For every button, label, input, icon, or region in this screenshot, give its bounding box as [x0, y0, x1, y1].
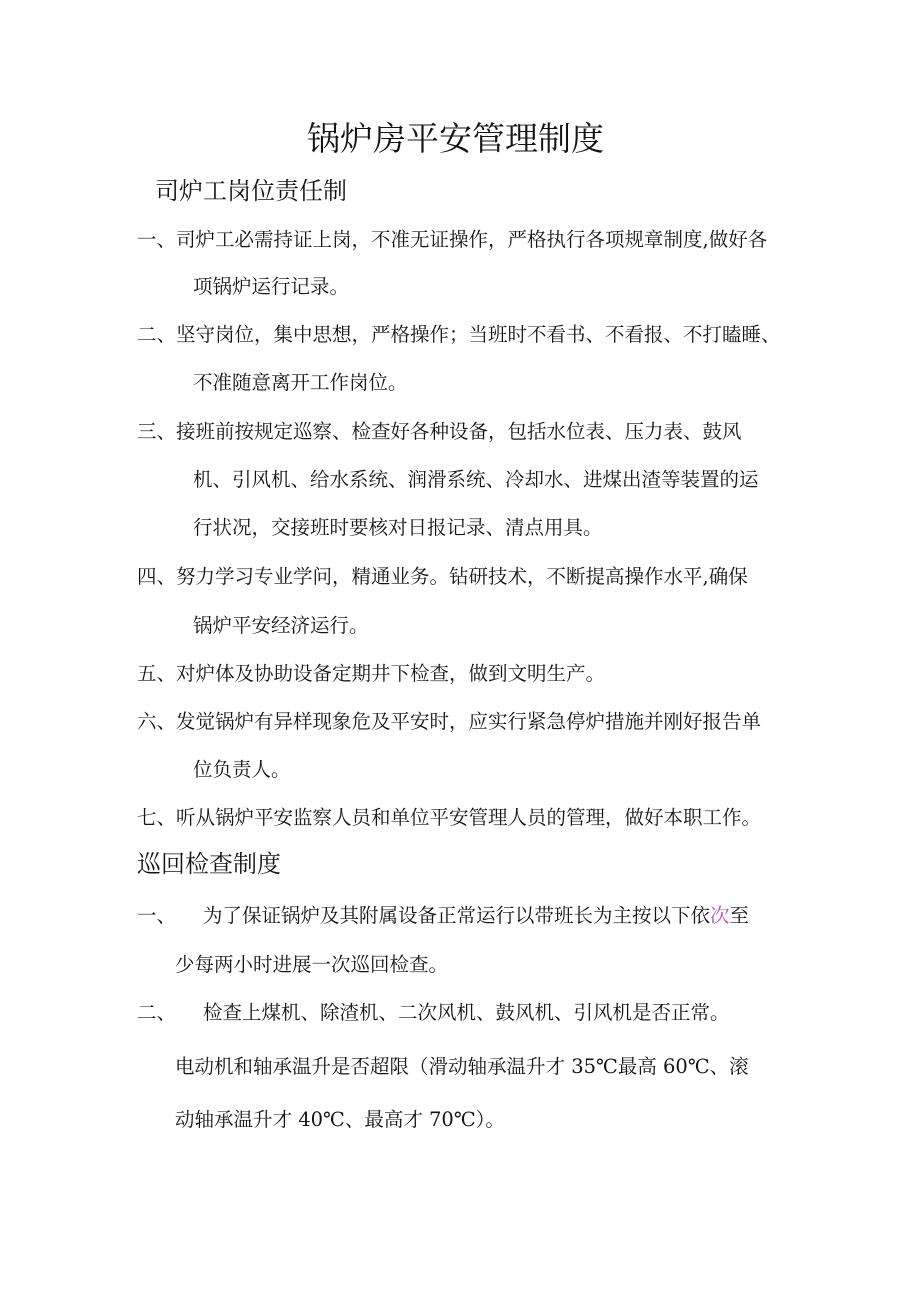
- inspection-item-1-text: [203, 906, 749, 926]
- duty-line-3: 二、坚守岗位，集中思想，严格操作；当班时不看书、不看报、不打瞌睡、: [137, 323, 781, 346]
- inspection-item-1-text-a: 为了保证锅炉及其附属设备正常运行以带班长为主按以下依: [203, 904, 711, 927]
- inspection-item-2-line-3: 动轴承温升才 40℃、最高才 70℃）。: [175, 1108, 505, 1131]
- inspection-item-1-number: 一、: [137, 904, 177, 927]
- duty-line-11: 六、发觉锅炉有异样现象危及平安时，应实行紧急停炉措施并刚好报告单: [137, 710, 762, 733]
- highlighted-character: 次: [710, 904, 730, 927]
- inspection-item-2-number: 二、: [137, 1001, 177, 1024]
- inspection-item-1-text-b: 至: [729, 904, 750, 927]
- inspection-item-2-line-2: 电动机和轴承温升是否超限（滑动轴承温升才 35℃最高 60℃、滚: [175, 1055, 749, 1078]
- inspection-item-1-line-2: 少每两小时进展一次巡回检查。: [175, 953, 449, 976]
- inspection-item-2-text: 检查上煤机、除渣机、二次风机、鼓风机、引风机是否正常。: [203, 1001, 730, 1024]
- duty-line-6: 机、引风机、给水系统、润滑系统、冷却水、进煤出渣等装置的运: [193, 468, 759, 491]
- duty-line-12: 位负责人。: [193, 758, 291, 781]
- duty-line-5: 三、接班前按规定巡察、检查好各种设备，包括水位表、压力表、鼓风: [137, 420, 742, 443]
- section-heading-duties: 司炉工岗位责任制: [155, 177, 347, 205]
- duty-line-7: 行状况，交接班时要核对日报记录、清点用具。: [193, 516, 603, 539]
- page-title: 锅炉房平安管理制度: [307, 119, 604, 158]
- duty-line-9: 锅炉平安经济运行。: [193, 614, 369, 637]
- duty-line-10: 五、对炉体及协助设备定期井下检查，做到文明生产。: [137, 662, 606, 685]
- duty-line-2: 项锅炉运行记录。: [193, 275, 350, 298]
- duty-line-4: 不准随意离开工作岗位。: [193, 371, 408, 394]
- duty-line-13: 七、听从锅炉平安监察人员和单位平安管理人员的管理，做好本职工作。: [137, 806, 762, 829]
- section-heading-inspection: 巡回检查制度: [137, 850, 281, 878]
- duty-line-1: 一、司炉工必需持证上岗，不准无证操作，严格执行各项规章制度,做好各: [137, 228, 768, 251]
- duty-line-8: 四、努力学习专业学问，精通业务。钻研技术，不断提高操作水平,确保: [137, 565, 748, 588]
